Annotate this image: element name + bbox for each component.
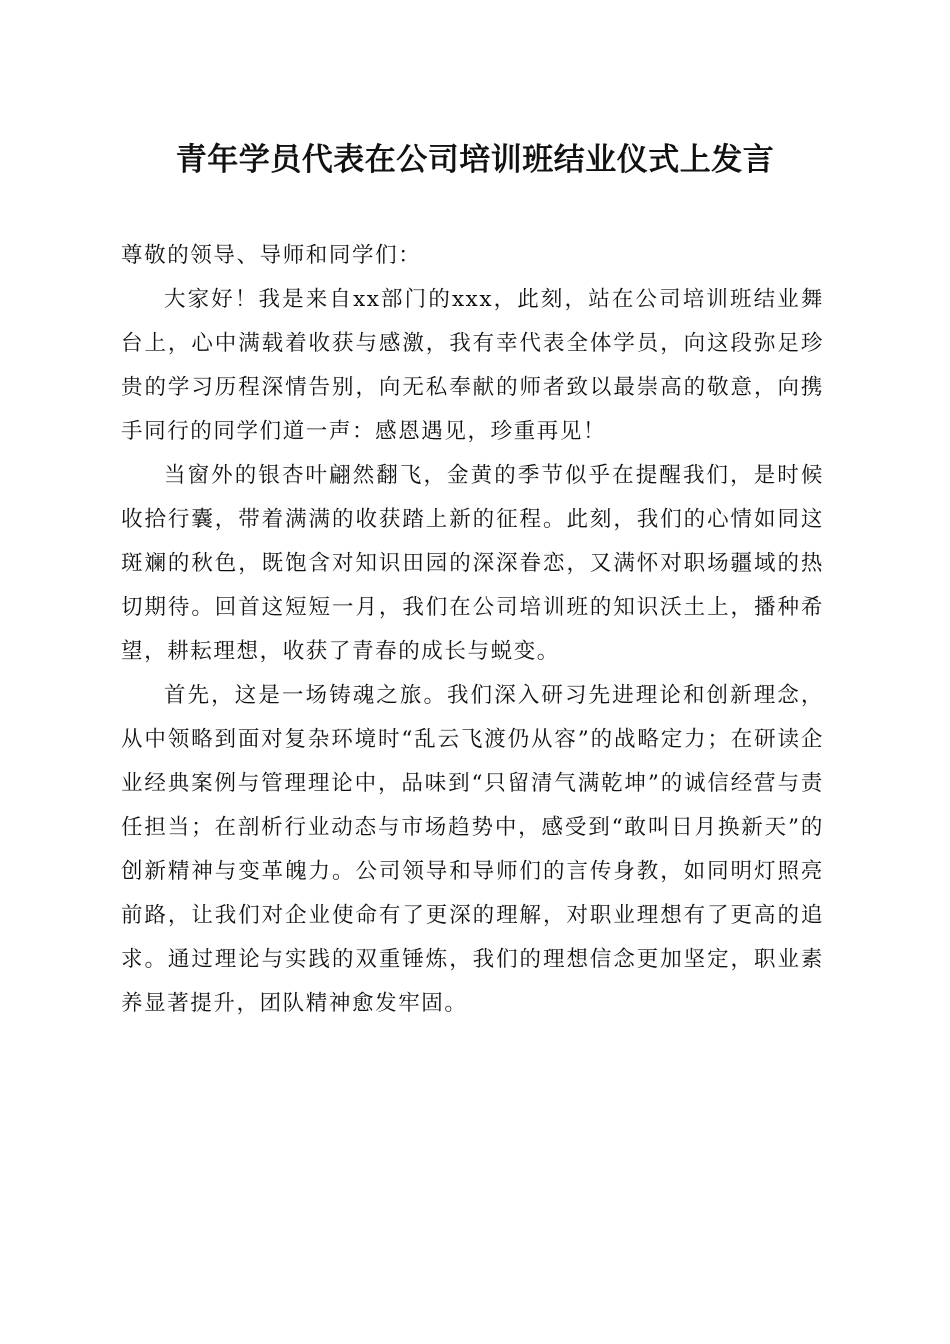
paragraph-1: 大家好！我是来自xx部门的xxx，此刻，站在公司培训班结业舞台上，心中满载着收获与感激，我有幸代表全体学员，向这段弥足珍贵的学习历程深情告别，向无私奉献的师者致以最崇高的敬意，向携手同行的同学们道一声：感恩遇见，珍重再见！ (121, 287, 824, 444)
document-body (121, 234, 824, 1026)
paragraph-3: 首先，这是一场铸魂之旅。我们深入研习先进理论和创新理念，从中领略到面对复杂环境时“乱云飞渡仍从容”的战略定力；在研读企业经典案例与管理理论中，品味到“只留清气满乾坤”的诚信经营与责任担当；在剖析行业动态与市场趋势中，感受到“敢叫日月换新天”的创新精神与变革魄力。公司领导和导师们的言传身教，如同明灯照亮前路，让我们对企业使命有了更深的理解，对职业理想有了更高的追求。通过理论与实践的双重锤炼，我们的理想信念更加坚定，职业素养显著提升，团队精神愈发牢固。 (121, 683, 824, 1016)
document-title: 青年学员代表在公司培训班结业仪式上发言 (175, 142, 775, 178)
greeting-line: 尊敬的领导、导师和同学们： (121, 243, 422, 268)
paragraph-2: 当窗外的银杏叶翩然翻飞，金黄的季节似乎在提醒我们，是时候收拾行囊，带着满满的收获踏上新的征程。此刻，我们的心情如同这斑斓的秋色，既饱含对知识田园的深深眷恋，又满怀对职场疆域的热切期待。回首这短短一月，我们在公司培训班的知识沃土上，播种希望，耕耘理想，收获了青春的成长与蜕变。 (121, 463, 824, 664)
